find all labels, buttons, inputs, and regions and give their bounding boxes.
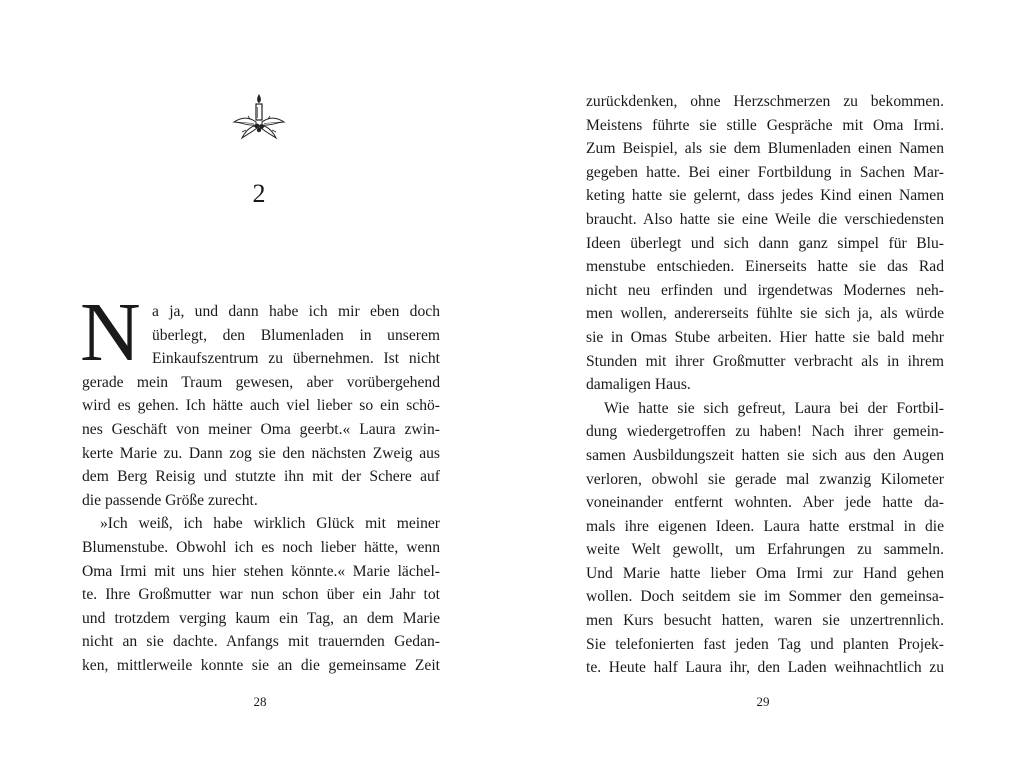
text-line: Ideen überlegt und sich dann ganz simpel für Blu- bbox=[586, 234, 944, 252]
text-line: nes Geschäft von meiner Oma geerbt.« Laura zwin- bbox=[82, 420, 440, 438]
text-line: dung wiedergetroffen zu haben! Nach ihrer gemein- bbox=[586, 423, 944, 441]
text-line: Wie hatte sie sich gefreut, Laura bei der Fortbil- bbox=[604, 399, 944, 417]
text-line: überlegt, den Blumenladen in unserem bbox=[152, 326, 440, 344]
text-line: nicht an sie dachte. Anfangs mit trauernden Gedan- bbox=[82, 633, 440, 651]
page-number: 29 bbox=[756, 694, 770, 709]
text-line: gegeben hatte. Bei einer Fortbildung in Sachen Mar- bbox=[586, 163, 944, 181]
text-line: te. Ihre Großmutter war nun schon über ein Jahr tot bbox=[82, 586, 440, 604]
text-line: Und Marie hatte lieber Oma Irmi zur Hand gehen bbox=[586, 564, 944, 582]
text-line: nicht neu erfinden und irgendetwas Modernes neh- bbox=[586, 281, 944, 299]
text-line: Blumenstube. Obwohl ich es noch lieber hätte, wenn bbox=[82, 538, 440, 556]
text-line: men wollen, andererseits fühlte sie sich ja, als würde bbox=[586, 305, 944, 323]
text-line: Einkaufszentrum zu übernehmen. Ist nicht bbox=[152, 350, 440, 368]
text-line: zurückdenken, ohne Herzschmerzen zu bekommen. bbox=[586, 93, 944, 110]
text-line: ken, mittlerweile konnte sie an die gemeinsame Zeit bbox=[82, 656, 440, 674]
text-line: braucht. Also hatte sie eine Weile die verschiedensten bbox=[586, 210, 944, 228]
drop-cap: N bbox=[80, 286, 141, 379]
text-line: damaligen Haus. bbox=[586, 376, 691, 394]
right-text-block bbox=[586, 90, 944, 680]
text-line: gerade mein Traum gewesen, aber vorübergehend bbox=[82, 373, 440, 391]
text-line: Zum Beispiel, als sie dem Blumenladen einen Namen bbox=[586, 140, 944, 158]
text-line: wollen. Doch seitdem sie im Sommer den gemeinsa- bbox=[586, 588, 944, 606]
text-line: a ja, und dann habe ich mir eben doch bbox=[152, 303, 440, 320]
right-page bbox=[512, 0, 1024, 778]
text-line: Sie telefonierten fast jeden Tag und planten Projek- bbox=[586, 635, 944, 653]
text-line: und trotzdem verging kaum ein Tag, an dem Marie bbox=[82, 609, 440, 627]
text-line: te. Heute half Laura ihr, den Laden weihnachtlich zu bbox=[586, 659, 944, 677]
candle-holly-ornament-icon bbox=[232, 92, 286, 140]
left-text-block bbox=[80, 286, 440, 678]
text-line: keting hatte sie gelernt, dass jedes Kind einen Namen bbox=[586, 187, 944, 205]
text-line: dem Berg Reisig und stutzte ihn mit der Schere auf bbox=[82, 468, 440, 486]
text-line: voneinander entfernt wohnten. Aber jede hatte da- bbox=[586, 494, 944, 512]
text-line: Oma Irmi mit uns hier stehen könnte.« Marie lächel- bbox=[82, 562, 440, 580]
text-line: kerte Marie zu. Dann zog sie den nächsten Zweig aus bbox=[82, 444, 440, 462]
chapter-number: 2 bbox=[252, 179, 266, 208]
text-line: »Ich weiß, ich habe wirklich Glück mit meiner bbox=[100, 515, 440, 533]
text-line: verloren, obwohl sie gerade mal zwanzig Kilometer bbox=[586, 470, 944, 488]
text-line: Stunden mit ihrer Großmutter verbracht als in ihrem bbox=[586, 352, 944, 370]
text-line: menstube entschieden. Einerseits hatte sie das Rad bbox=[586, 258, 944, 276]
text-line: wird es gehen. Ich hätte auch viel lieber so ein schö- bbox=[82, 397, 440, 415]
text-line: men Kurs besucht hatten, waren sie unzertrennlich. bbox=[586, 612, 944, 630]
text-line: mals ihre eigenen Ideen. Laura hatte erstmal in die bbox=[586, 517, 944, 535]
page-number: 28 bbox=[253, 694, 267, 709]
text-line: Meistens führte sie stille Gespräche mit Oma Irmi. bbox=[586, 116, 944, 134]
text-line: weite Welt gewollt, um Erfahrungen zu sammeln. bbox=[586, 541, 944, 559]
text-line: sie in Omas Stube arbeiten. Hier hatte sie bald mehr bbox=[586, 328, 944, 346]
text-line: die passende Größe zurecht. bbox=[82, 491, 258, 509]
text-line: samen Ausbildungszeit hatten sie sich aus den Augen bbox=[586, 446, 944, 464]
